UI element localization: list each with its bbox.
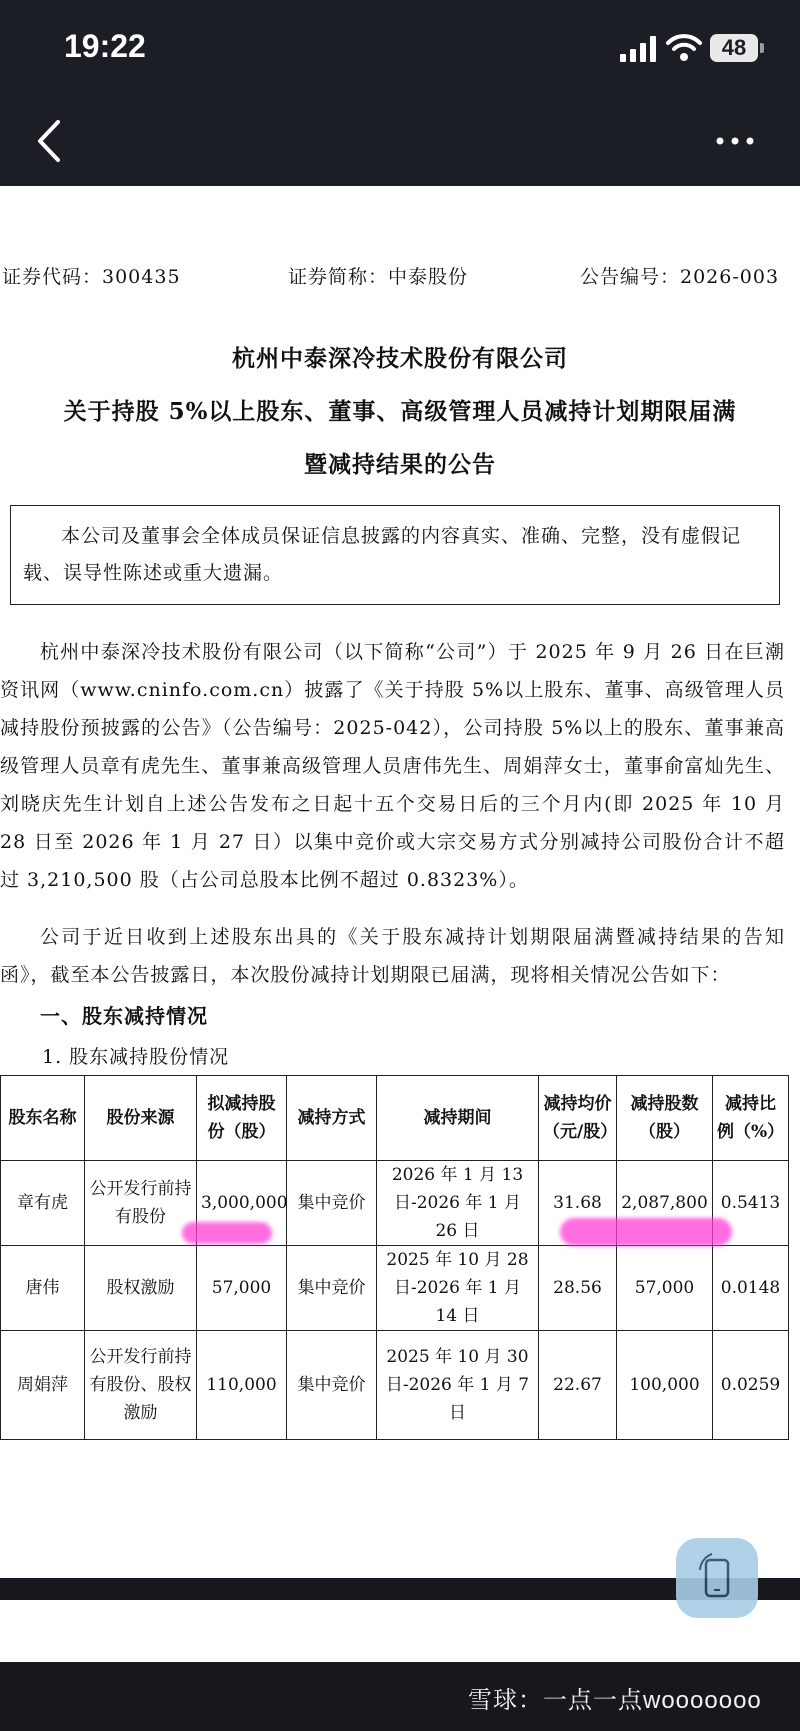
highlight-mark xyxy=(560,1218,732,1246)
table-cell: 57,000 xyxy=(197,1246,287,1331)
top-bar xyxy=(0,0,800,186)
table-cell: 2025 年 10 月 28 日-2026 年 1 月 14 日 xyxy=(377,1246,539,1331)
status-time: 19:22 xyxy=(64,28,146,64)
table-cell: 2025 年 10 月 30 日-2026 年 1 月 7 日 xyxy=(377,1331,539,1440)
table-cell: 唐伟 xyxy=(1,1246,85,1331)
table-cell: 110,000 xyxy=(197,1331,287,1440)
announcement-title: 关于持股 5%以上股东、董事、高级管理人员减持计划期限届满 xyxy=(63,398,737,425)
security-code: 证券代码：300435 xyxy=(2,266,181,288)
table-row xyxy=(1,1331,789,1440)
table-header: 减持股数（股） xyxy=(617,1076,713,1161)
cellular-signal-icon xyxy=(620,36,656,62)
table-cell: 股权激励 xyxy=(85,1246,197,1331)
watermark: 雪球：一点一点wooooooo xyxy=(468,1687,762,1714)
table-cell: 100,000 xyxy=(617,1331,713,1440)
table-cell: 2026 年 1 月 13 日-2026 年 1 月 26 日 xyxy=(377,1161,539,1246)
table-header-row xyxy=(1,1076,789,1161)
table-cell: 3,000,000 xyxy=(197,1161,287,1246)
table-cell: 28.56 xyxy=(539,1246,617,1331)
table-header: 拟减持股份（股） xyxy=(197,1076,287,1161)
table-row xyxy=(1,1246,789,1331)
table-cell: 22.67 xyxy=(539,1331,617,1440)
more-dots-icon[interactable] xyxy=(710,126,760,156)
table-header: 减持比例（%） xyxy=(713,1076,789,1161)
disclaimer-box xyxy=(10,505,780,605)
wifi-icon xyxy=(666,32,702,62)
notice-number: 公告编号：2026-003 xyxy=(580,266,780,288)
phone-rotate-icon[interactable] xyxy=(676,1538,758,1618)
table-cell: 公开发行前持有股份、股权激励 xyxy=(85,1331,197,1440)
body-paragraph-2: 公司于近日收到上述股东出具的《关于股东减持计划期限届满暨减持结果的告知函》，截至本公告披露日，本次股份减持计划期限已届满，现将相关情况公告如下： xyxy=(0,926,785,986)
table-cell: 31.68 xyxy=(539,1161,617,1246)
table-cell: 集中竞价 xyxy=(287,1331,377,1440)
table-header: 股东名称 xyxy=(1,1076,85,1161)
table-header: 减持方式 xyxy=(287,1076,377,1161)
table-header: 股份来源 xyxy=(85,1076,197,1161)
announcement-subtitle: 暨减持结果的公告 xyxy=(304,451,496,478)
table-cell: 0.0148 xyxy=(713,1246,789,1331)
table-header: 减持期间 xyxy=(377,1076,539,1161)
table-cell: 0.5413 xyxy=(713,1161,789,1246)
table-cell: 章有虎 xyxy=(1,1161,85,1246)
table-cell: 周娟萍 xyxy=(1,1331,85,1440)
company-title: 杭州中泰深冷技术股份有限公司 xyxy=(232,345,568,372)
chevron-left-icon[interactable] xyxy=(30,116,70,166)
subsection-heading: 1. 股东减持股份情况 xyxy=(42,1046,230,1068)
table-cell: 57,000 xyxy=(617,1246,713,1331)
highlight-mark xyxy=(182,1222,272,1244)
table-header: 减持均价（元/股） xyxy=(539,1076,617,1161)
reduction-table xyxy=(0,1075,789,1440)
table-cell: 集中竞价 xyxy=(287,1246,377,1331)
table-cell: 公开发行前持有股份 xyxy=(85,1161,197,1246)
disclaimer-text: 本公司及董事会全体成员保证信息披露的内容真实、准确、完整，没有虚假记载、误导性陈述或重大遗漏。 xyxy=(23,525,742,584)
battery-icon: 48 xyxy=(710,34,758,62)
table-cell: 2,087,800 xyxy=(617,1161,713,1246)
section-heading: 一、股东减持情况 xyxy=(40,1004,208,1028)
security-short-name: 证券简称：中泰股份 xyxy=(288,266,469,288)
table-cell: 0.0259 xyxy=(713,1331,789,1440)
table-cell: 集中竞价 xyxy=(287,1161,377,1246)
body-paragraph-1: 杭州中泰深冷技术股份有限公司（以下简称“公司”）于 2025 年 9 月 26 日在巨潮资讯网（www.cninfo.com.cn）披露了《关于持股 5%以上股东、董事、高级管理人员减持股份预披露的公告》（公告编号：2025-042），公司持股 5%以上的股东、董事兼高级管理人员章有虎先生、董事兼高级管理人员唐伟先生、周娟萍女士，董事俞富灿先生、刘晓庆先生计划自上述公告发布之日起十五个交易日后的三个月内(即 2025 年 10 月 28 日至 2026 年 1 月 27 日）以集中竞价或大宗交易方式分别减持公司股份合计不超过 3,210,500 股（占公司总股本比例不超过 0.8323%）。 xyxy=(0,641,785,891)
